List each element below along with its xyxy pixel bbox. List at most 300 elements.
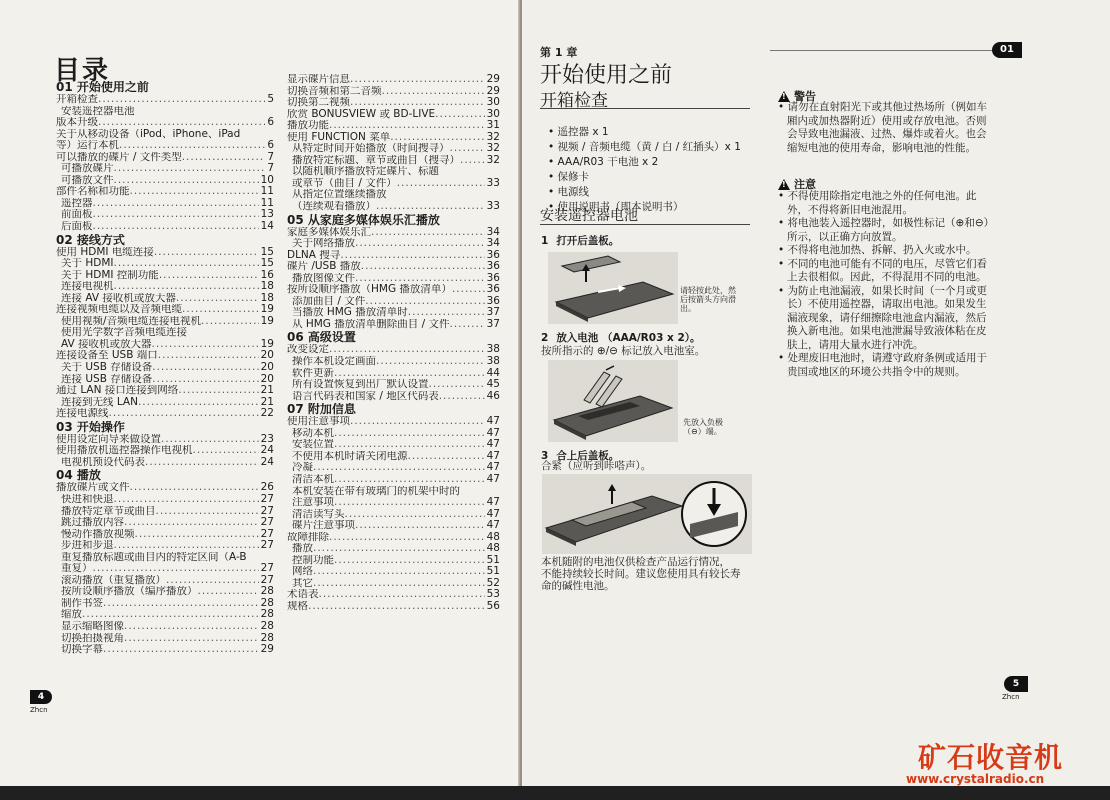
toc-entry-title: 01 开始使用之前 bbox=[56, 81, 149, 94]
toc-entry-title: 关于从移动设备（iPod、iPhone、iPad bbox=[56, 128, 241, 140]
toc-entry bbox=[56, 270, 274, 282]
toc-leader-dots bbox=[340, 250, 484, 262]
toc-leader-dots bbox=[114, 494, 259, 506]
toc-page-number: 36 bbox=[486, 272, 500, 284]
toc-leader-dots bbox=[158, 350, 259, 362]
toc-entry bbox=[287, 520, 500, 532]
toc-page-number: 21 bbox=[260, 396, 274, 408]
toc-entry bbox=[287, 284, 500, 296]
step-2 bbox=[541, 330, 701, 345]
toc-entry bbox=[287, 589, 500, 601]
toc-page-number: 27 bbox=[260, 505, 274, 517]
toc-page-number: 13 bbox=[260, 209, 274, 221]
toc-entry bbox=[56, 598, 274, 610]
toc-entry-title: 家庭多媒体娱乐汇 bbox=[287, 226, 371, 238]
toc-entry-title: 关于 HDMI bbox=[61, 258, 114, 270]
toc-page-number: 20 bbox=[260, 350, 274, 362]
toc-entry-title: 可以播放的碟片 / 文件类型 bbox=[56, 151, 182, 163]
toc-entry bbox=[56, 175, 274, 187]
toc-leader-dots bbox=[93, 563, 259, 575]
toc-entry-title: 关于 USB 存储设备 bbox=[61, 362, 153, 374]
toc-entry-title: 其它 bbox=[292, 577, 313, 589]
toc-leader-dots bbox=[114, 175, 259, 187]
step-number: 1 bbox=[541, 235, 549, 247]
left-page bbox=[0, 0, 520, 800]
toc-entry-title: 连接视频电缆以及音频电缆 bbox=[56, 304, 182, 316]
section-title: 开箱检查 bbox=[540, 91, 608, 111]
toc-leader-dots bbox=[371, 227, 485, 239]
toc-leader-dots bbox=[439, 391, 485, 403]
toc-entry bbox=[287, 451, 500, 463]
toc-entry-title: 播放 bbox=[292, 543, 313, 555]
toc-page-number: 20 bbox=[260, 373, 274, 385]
toc-entry bbox=[56, 258, 274, 270]
toc-entry bbox=[56, 293, 274, 305]
toc-page-number: 14 bbox=[260, 221, 274, 233]
toc-entry bbox=[56, 540, 274, 552]
toc-section-heading bbox=[287, 403, 500, 416]
toc-entry-title: 术语表 bbox=[287, 589, 319, 601]
section-rule bbox=[540, 108, 750, 109]
toc-entry-title: 播放功能 bbox=[287, 120, 329, 132]
toc-entry bbox=[287, 227, 500, 239]
toc-leader-dots bbox=[145, 457, 259, 469]
toc-page-number: 47 bbox=[486, 439, 500, 451]
toc-entry-title: 以随机顺序播放特定碟片、标题 bbox=[292, 166, 439, 178]
toc-page-number: 16 bbox=[260, 269, 274, 281]
callout-line: 出。 bbox=[680, 304, 696, 313]
toc-entry-title: 播放图像文件 bbox=[292, 272, 355, 284]
note-line: 不能持续较长时间。建议您使用具有较长寿 bbox=[541, 568, 741, 580]
toc-leader-dots bbox=[152, 362, 258, 374]
toc-page-number: 27 bbox=[260, 528, 274, 540]
toc-leader-dots bbox=[103, 644, 259, 656]
toc-page-number: 11 bbox=[260, 186, 274, 198]
toc-section-heading bbox=[287, 331, 500, 344]
toc-page-number: 7 bbox=[267, 151, 274, 163]
toc-entry bbox=[287, 509, 500, 521]
toc-entry-title: 连接电源线 bbox=[56, 408, 109, 420]
toc-entry-title: 当播放 HMG 播放清单时 bbox=[292, 307, 408, 319]
toc-entry-title: 播放特定标题、章节或曲目（搜寻） bbox=[292, 154, 460, 166]
toc-entry bbox=[56, 198, 274, 210]
callout-line: 先放入负极 bbox=[683, 418, 723, 427]
toc-entry-title: 播放特定章节或曲目 bbox=[61, 505, 156, 517]
toc-leader-dots bbox=[319, 589, 485, 601]
toc-leader-dots bbox=[176, 293, 259, 305]
toc-entry-title: 本机安装在带有玻璃门的机架中时的 bbox=[292, 485, 460, 497]
toc-entry bbox=[287, 273, 500, 285]
watermark-url: www.crystalradio.cn bbox=[906, 772, 1045, 786]
step-label: 合上后盖板。 bbox=[556, 450, 620, 462]
toc-leader-dots bbox=[355, 520, 485, 532]
toc-entry-title: 使用注意事项 bbox=[287, 416, 350, 428]
toc-entry-title: 清洁本机 bbox=[292, 473, 334, 485]
toc-entry-title: 关于网络播放 bbox=[292, 238, 355, 250]
step-2-callout bbox=[683, 418, 723, 436]
toc-entry bbox=[287, 307, 500, 319]
toc-entry-title: 故障排除 bbox=[287, 531, 329, 543]
caution-list bbox=[778, 190, 992, 379]
language-code-right: Zhcn bbox=[1002, 693, 1020, 701]
toc-entry-title: 安装遥控器电池 bbox=[61, 105, 135, 117]
toc-page-number: 38 bbox=[486, 356, 500, 368]
toc-entry-title: 碟片注意事项 bbox=[292, 520, 355, 532]
toc-leader-dots bbox=[119, 140, 265, 152]
toc-leader-dots bbox=[334, 497, 485, 509]
toc-entry-title: 05 从家庭多媒体娱乐汇播放 bbox=[287, 213, 440, 227]
toc-page-number: 33 bbox=[486, 201, 500, 213]
toc-entry bbox=[287, 155, 500, 167]
toc-leader-dots bbox=[334, 555, 485, 567]
toc-leader-dots bbox=[109, 408, 259, 420]
toc-entry-title: 连接 AV 接收机或放大器 bbox=[61, 292, 176, 304]
toc-leader-dots bbox=[376, 201, 485, 213]
toc-entry bbox=[287, 555, 500, 567]
toc-entry-title: 按所设顺序播放（HMG 播放清单） bbox=[287, 284, 452, 296]
toc-page-number: 56 bbox=[486, 600, 500, 612]
list-item: • 使用说明书（即本说明书） bbox=[548, 200, 741, 215]
toc-leader-dots bbox=[98, 117, 265, 129]
toc-entry-title: 02 接线方式 bbox=[56, 233, 125, 247]
toc-entry bbox=[56, 633, 274, 645]
toc-entry bbox=[287, 132, 500, 144]
toc-page-number: 47 bbox=[486, 473, 500, 485]
toc-entry-title: 快进和快退 bbox=[61, 493, 114, 505]
step-number: 2 bbox=[541, 332, 549, 344]
toc-leader-dots bbox=[313, 543, 485, 555]
remote-open-cover-illustration bbox=[548, 252, 678, 324]
toc-page-number: 29 bbox=[486, 85, 500, 97]
toc-entry-title: 04 播放 bbox=[56, 469, 101, 483]
toc-column-1 bbox=[56, 80, 274, 656]
toc-entry-title: 从 HMG 播放清单删除曲目 / 文件 bbox=[292, 318, 450, 330]
toc-page-number: 32 bbox=[486, 131, 500, 143]
toc-entry-title: 按所设顺序播放（编序播放） bbox=[61, 586, 198, 598]
toc-entry-title: 移动本机 bbox=[292, 427, 334, 439]
toc-entry-title: 遥控器 bbox=[61, 197, 93, 209]
toc-page-number: 48 bbox=[486, 531, 500, 543]
toc-entry-title: 缩放 bbox=[61, 609, 82, 621]
toc-section-heading bbox=[56, 234, 274, 247]
warning-list bbox=[778, 101, 992, 155]
toc-entry bbox=[287, 379, 500, 391]
toc-section-heading bbox=[287, 214, 500, 227]
toc-entry bbox=[287, 250, 500, 262]
toc-leader-dots bbox=[152, 374, 258, 386]
toc-leader-dots bbox=[103, 598, 259, 610]
toc-leader-dots bbox=[355, 238, 485, 250]
toc-entry-title: DLNA 搜寻 bbox=[287, 249, 341, 261]
caution-label: 注意 bbox=[794, 178, 816, 191]
toc-page-number: 47 bbox=[486, 416, 500, 428]
toc-entry-title: 电视机预设代码表 bbox=[61, 456, 145, 468]
toc-entry-title: 通过 LAN 接口连接到网络 bbox=[56, 385, 179, 397]
toc-entry-title: 可播放碟片 bbox=[61, 163, 114, 175]
toc-entry-title: 连接到无线 LAN bbox=[61, 396, 138, 408]
toc-entry bbox=[56, 529, 274, 541]
toc-entry bbox=[56, 397, 274, 409]
toc-leader-dots bbox=[408, 307, 485, 319]
toc-page-number: 51 bbox=[486, 554, 500, 566]
toc-entry bbox=[56, 186, 274, 198]
toc-leader-dots bbox=[329, 344, 485, 356]
toc-page-number: 27 bbox=[260, 563, 274, 575]
toc-entry-title: 使用设定向导来做设置 bbox=[56, 433, 161, 445]
toc-entry-title: 使用播放机遥控器操作电视机 bbox=[56, 445, 193, 457]
toc-entry bbox=[287, 486, 500, 498]
toc-page-number: 47 bbox=[486, 520, 500, 532]
toc-leader-dots bbox=[124, 621, 259, 633]
callout-line: （⊖）端。 bbox=[683, 427, 722, 436]
toc-leader-dots bbox=[452, 284, 485, 296]
toc-page-number: 38 bbox=[486, 344, 500, 356]
toc-page-number: 47 bbox=[486, 450, 500, 462]
toc-entry-title: 滚动播放（重复播放） bbox=[61, 574, 166, 586]
toc-entry bbox=[287, 296, 500, 308]
toc-leader-dots bbox=[130, 482, 259, 494]
toc-entry bbox=[287, 474, 500, 486]
toc-entry-title: 播放碟片或文件 bbox=[56, 482, 130, 494]
toc-entry bbox=[56, 152, 274, 164]
toc-section-heading bbox=[56, 469, 274, 482]
list-item: • 视频 / 音频电缆（黄 / 白 / 红插头）x 1 bbox=[548, 140, 741, 155]
callout-line: 后按箭头方向滑 bbox=[680, 295, 736, 304]
toc-entry-title: 安装位置 bbox=[292, 439, 334, 451]
toc-page-number: 47 bbox=[486, 508, 500, 520]
toc-leader-dots bbox=[350, 416, 485, 428]
toc-page-number: 24 bbox=[260, 445, 274, 457]
toc-page-number: 36 bbox=[486, 284, 500, 296]
warning-icon bbox=[778, 91, 790, 102]
toc-entry-title: 软件更新 bbox=[292, 367, 334, 379]
toc-leader-dots bbox=[450, 143, 485, 155]
toc-page-number: 24 bbox=[260, 456, 274, 468]
toc-page-number: 29 bbox=[486, 74, 500, 85]
toc-entry-title: 切换第二视频 bbox=[287, 97, 350, 109]
toc-leader-dots bbox=[135, 529, 259, 541]
toc-leader-dots bbox=[408, 451, 485, 463]
toc-entry bbox=[287, 439, 500, 451]
toc-entry bbox=[56, 494, 274, 506]
toc-entry-title: 所有设置恢复到出厂默认设置 bbox=[292, 379, 429, 391]
toc-page-number: 21 bbox=[260, 385, 274, 397]
toc-page-number: 47 bbox=[486, 497, 500, 509]
toc-entry-title: 碟片 /USB 播放 bbox=[287, 261, 361, 273]
chapter-label: 第 1 章 bbox=[540, 46, 578, 59]
toc-entry-title: 开箱检查 bbox=[56, 94, 98, 105]
chapter-tab: 01 bbox=[992, 42, 1022, 58]
toc-leader-dots bbox=[313, 578, 485, 590]
toc-entry bbox=[56, 374, 274, 386]
toc-page-number: 34 bbox=[486, 226, 500, 238]
toc-entry-title: 显示碟片信息 bbox=[287, 74, 350, 85]
toc-entry bbox=[56, 506, 274, 518]
toc-leader-dots bbox=[178, 385, 258, 397]
toc-entry-title: 语言代码表和国家 / 地区代码表 bbox=[292, 390, 439, 402]
toc-entry bbox=[56, 482, 274, 494]
battery-insert-illustration bbox=[548, 360, 678, 442]
toc-leader-dots bbox=[397, 178, 485, 190]
caution-item: • 处理废旧电池时，请遵守政府条例或适用于贵国或地区的环境公共指令中的规则。 bbox=[778, 352, 992, 379]
header-rule bbox=[770, 50, 992, 51]
toc-page-number: 26 bbox=[260, 482, 274, 494]
toc-entry-title: （连续观看播放） bbox=[292, 201, 376, 213]
toc-page-number: 27 bbox=[260, 517, 274, 529]
toc-leader-dots bbox=[460, 155, 485, 167]
toc-entry-title: 版本升级 bbox=[56, 117, 98, 129]
toc-page-number: 28 bbox=[260, 586, 274, 598]
toc-leader-dots bbox=[329, 532, 485, 544]
toc-page-number: 5 bbox=[267, 94, 274, 105]
toc-page-number: 46 bbox=[486, 390, 500, 402]
toc-page-number: 44 bbox=[486, 367, 500, 379]
toc-entry bbox=[287, 86, 500, 98]
toc-entry bbox=[287, 109, 500, 121]
toc-leader-dots bbox=[161, 434, 259, 446]
toc-leader-dots bbox=[355, 273, 485, 285]
toc-page-number: 30 bbox=[486, 97, 500, 109]
toc-leader-dots bbox=[82, 609, 259, 621]
toc-entry bbox=[56, 385, 274, 397]
toc-page-number: 18 bbox=[260, 292, 274, 304]
toc-leader-dots bbox=[390, 132, 484, 144]
toc-page-number: 36 bbox=[486, 249, 500, 261]
toc-entry-title: 网络 bbox=[292, 566, 313, 578]
toc-leader-dots bbox=[130, 186, 259, 198]
toc-page-number: 47 bbox=[486, 427, 500, 439]
toc-page-number: 19 bbox=[260, 304, 274, 316]
toc-page-number: 36 bbox=[486, 261, 500, 273]
toc-entry bbox=[287, 120, 500, 132]
toc-page-number: 33 bbox=[486, 177, 500, 189]
warning-item: • 请勿在直射阳光下或其他过热场所（例如车厢内或加热器附近）使用或存放电池。否则会导致电池漏液、过热、爆炸或着火。也会缩短电池的使用寿命，影响电池的性能。 bbox=[778, 101, 992, 155]
toc-entry-title: 规格 bbox=[287, 600, 308, 612]
toc-leader-dots bbox=[382, 86, 485, 98]
toc-page-number: 19 bbox=[260, 338, 274, 350]
toc-leader-dots bbox=[93, 221, 259, 233]
toc-entry bbox=[287, 428, 500, 440]
toc-page-number: 11 bbox=[260, 197, 274, 209]
toc-leader-dots bbox=[154, 247, 259, 259]
toc-page-number: 47 bbox=[486, 462, 500, 474]
toc-leader-dots bbox=[365, 296, 484, 308]
toc-page-number: 32 bbox=[486, 143, 500, 155]
toc-leader-dots bbox=[124, 633, 259, 645]
toc-entry bbox=[56, 163, 274, 175]
toc-entry-title: 06 高级设置 bbox=[287, 331, 356, 345]
install-rule bbox=[540, 224, 750, 225]
toc-leader-dots bbox=[201, 316, 259, 328]
toc-entry-title: 不使用本机时请关闭电源 bbox=[292, 450, 408, 462]
toc-entry bbox=[287, 532, 500, 544]
callout-line: 请轻按此处，然 bbox=[680, 286, 736, 295]
battery-note bbox=[541, 556, 741, 592]
toc-entry-title: 可播放文件 bbox=[61, 174, 114, 186]
toc-entry-title: 切换拍摄视角 bbox=[61, 632, 124, 644]
toc-entry bbox=[56, 457, 274, 469]
toc-leader-dots bbox=[182, 152, 266, 164]
language-code-left: Zhcn bbox=[30, 706, 48, 714]
toc-entry bbox=[56, 586, 274, 598]
toc-page-number: 28 bbox=[260, 620, 274, 632]
toc-leader-dots bbox=[98, 94, 265, 106]
toc-leader-dots bbox=[350, 97, 485, 109]
toc-leader-dots bbox=[114, 163, 266, 175]
toc-page-number: 22 bbox=[260, 408, 274, 420]
toc-entry bbox=[56, 563, 274, 575]
scan-edge bbox=[0, 786, 1110, 800]
toc-page-number: 48 bbox=[486, 543, 500, 555]
toc-leader-dots bbox=[198, 586, 259, 598]
step-1-callout bbox=[680, 286, 736, 313]
step-label: 放入电池 （AAA/R03 x 2）。 bbox=[556, 332, 701, 344]
toc-leader-dots bbox=[193, 445, 259, 457]
list-item: • 电源线 bbox=[548, 185, 741, 200]
toc-entry-title: 步进和步退 bbox=[61, 540, 114, 552]
toc-page-number: 7 bbox=[267, 163, 274, 175]
toc-leader-dots bbox=[435, 109, 484, 121]
watermark-title: 矿石收音机 bbox=[918, 741, 1064, 774]
toc-entry bbox=[287, 189, 500, 201]
toc-entry bbox=[56, 339, 274, 351]
toc-leader-dots bbox=[114, 281, 259, 293]
toc-entry bbox=[56, 621, 274, 633]
toc-leader-dots bbox=[350, 74, 485, 86]
toc-entry-title: 跳过播放内容 bbox=[61, 517, 124, 529]
toc-entry bbox=[287, 391, 500, 403]
toc-page-number: 15 bbox=[260, 258, 274, 270]
step-2-text: 按所指示的 ⊕/⊖ 标记放入电池室。 bbox=[541, 345, 706, 357]
toc-entry-title: 冷凝 bbox=[292, 462, 313, 474]
toc-entry bbox=[56, 247, 274, 259]
toc-entry-title: 等）运行本机 bbox=[56, 140, 119, 152]
toc-entry bbox=[56, 304, 274, 316]
toc-entry bbox=[56, 281, 274, 293]
page-number-left: 4 bbox=[30, 690, 52, 704]
toc-entry bbox=[56, 434, 274, 446]
toc-page-number: 28 bbox=[260, 597, 274, 609]
toc-entry-title: 切换字幕 bbox=[61, 644, 103, 656]
toc-entry-title: 显示缩略图像 bbox=[61, 620, 124, 632]
toc-page-number: 19 bbox=[260, 315, 274, 327]
toc-entry bbox=[56, 362, 274, 374]
toc-entry-title: 03 开始操作 bbox=[56, 420, 125, 434]
toc-page-number: 27 bbox=[260, 574, 274, 586]
toc-title: 目录 bbox=[54, 56, 111, 86]
list-item: • AAA/R03 干电池 x 2 bbox=[548, 155, 741, 170]
toc-entry-title: 使用 FUNCTION 菜单 bbox=[287, 131, 391, 143]
caution-item: • 为防止电池漏液，如果长时间（一个月或更长）不使用遥控器，请取出电池。如果发生漏液现象，请仔细擦除电池盒内漏液，然后换入新电池。如果电池泄漏导致液体粘在皮肤上，请用大量水进行冲洗。 bbox=[778, 285, 992, 353]
toc-page-number: 28 bbox=[260, 632, 274, 644]
toc-entry-title: AV 接收机或放大器 bbox=[61, 338, 152, 350]
toc-entry bbox=[287, 462, 500, 474]
toc-entry-title: 重复） bbox=[61, 563, 93, 575]
toc-leader-dots bbox=[329, 120, 485, 132]
toc-entry bbox=[56, 129, 274, 141]
toc-entry bbox=[287, 201, 500, 213]
toc-entry bbox=[56, 106, 274, 118]
toc-entry bbox=[287, 261, 500, 273]
toc-page-number: 36 bbox=[486, 295, 500, 307]
page-number-right: 5 bbox=[1004, 676, 1028, 692]
toc-entry-title: 07 附加信息 bbox=[287, 403, 356, 417]
toc-leader-dots bbox=[313, 566, 485, 578]
toc-leader-dots bbox=[345, 509, 485, 521]
toc-entry-title: 操作本机设定画面 bbox=[292, 356, 376, 368]
toc-page-number: 31 bbox=[486, 120, 500, 132]
toc-entry bbox=[56, 221, 274, 233]
